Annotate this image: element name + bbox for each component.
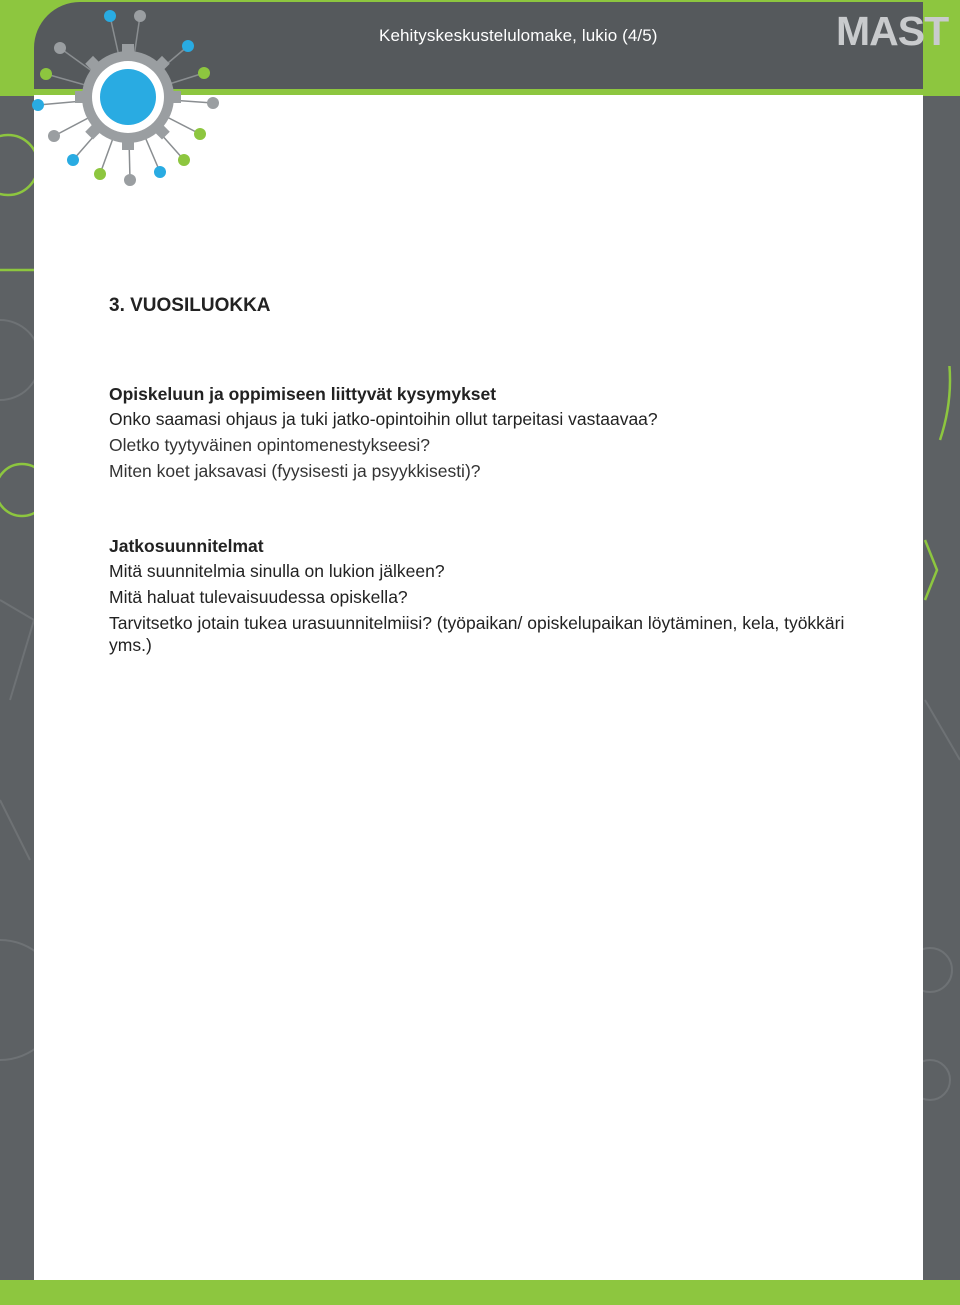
question-text: Oletko tyytyväinen opintomenestykseesi? bbox=[109, 435, 430, 455]
section-plans bbox=[109, 534, 889, 656]
gear-network-icon bbox=[28, 2, 228, 187]
question-text: Miten koet jaksavasi (fyysisesti ja psyykkisesti)? bbox=[109, 461, 481, 481]
document-content bbox=[109, 294, 889, 656]
question-text: Onko saamasi ohjaus ja tuki jatko-opintoihin ollut tarpeitasi vastaavaa? bbox=[109, 409, 658, 429]
form-title: Kehityskeskustelulomake, lukio (4/5) bbox=[379, 26, 658, 45]
section-heading: Opiskeluun ja oppimiseen liittyvät kysymykset bbox=[109, 384, 497, 404]
section-title: 3. VUOSILUOKKA bbox=[109, 295, 271, 316]
section-studies bbox=[109, 382, 889, 484]
question-text: Mitä haluat tulevaisuudessa opiskella? bbox=[109, 587, 408, 607]
question-text: Tarvitsetko jotain tukea urasuunnitelmiisi? (työpaikan/ opiskelupaikan löytäminen, kela, työkkäri yms.) bbox=[109, 613, 845, 655]
document-page bbox=[34, 95, 923, 1280]
brand-logo: MAST bbox=[836, 8, 949, 54]
section-heading: Jatkosuunnitelmat bbox=[109, 536, 264, 556]
question-text: Mitä suunnitelmia sinulla on lukion jälkeen? bbox=[109, 561, 445, 581]
